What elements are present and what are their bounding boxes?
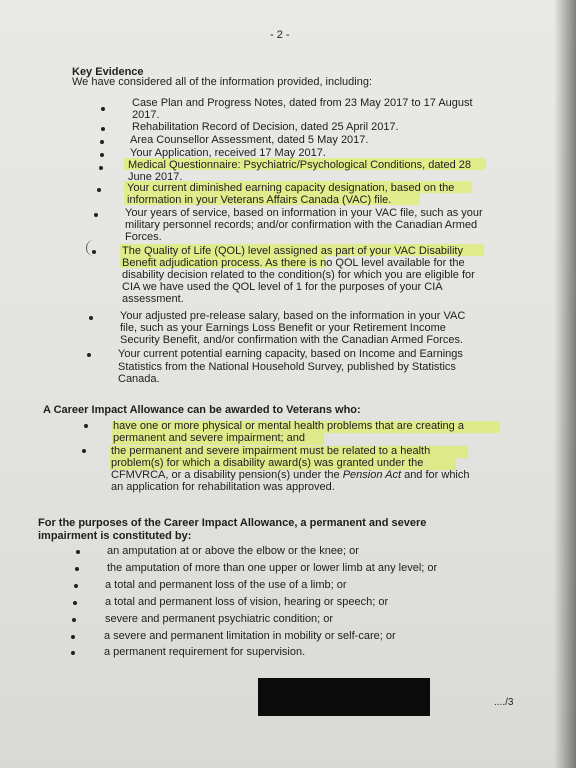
- redaction-block: [258, 678, 430, 716]
- impairment-item: severe and permanent psychiatric condition; or: [105, 613, 334, 625]
- evidence-item: Security Benefit, and/or confirmation with the Canadian Armed Forces.: [120, 334, 464, 346]
- evidence-item: Your adjusted pre-release salary, based on the information in your VAC: [120, 310, 466, 322]
- bullet: [72, 618, 76, 622]
- cia-criterion-text: and for which: [401, 469, 470, 481]
- evidence-item: Case Plan and Progress Notes, dated from 23 May 2017 to 17 August: [132, 97, 473, 109]
- evidence-item: June 2017.: [128, 171, 183, 183]
- bullet: [100, 140, 104, 144]
- bullet: [101, 127, 105, 131]
- evidence-item: The Quality of Life (QOL) level assigned as part of your VAC Disability: [122, 245, 463, 257]
- evidence-item: Rehabilitation Record of Decision, dated 25 April 2017.: [132, 121, 399, 133]
- evidence-item: Your Application, received 17 May 2017.: [130, 147, 326, 159]
- evidence-item: 2017.: [132, 109, 160, 121]
- cia-criterion: permanent and severe impairment; and: [113, 432, 305, 444]
- bullet: [92, 250, 96, 254]
- evidence-item: file, such as your Earnings Loss Benefit or your Retirement Income: [120, 322, 446, 334]
- evidence-item: CIA we have used the QOL level of 1 for the purposes of your CIA: [122, 281, 443, 293]
- page-shadow: [554, 0, 576, 768]
- cia-purposes-heading: For the purposes of the Career Impact Allowance, a permanent and severe: [38, 517, 427, 529]
- cia-criterion: have one or more physical or mental health problems that are creating a: [113, 420, 464, 432]
- bullet: [71, 635, 75, 639]
- bullet: [97, 188, 101, 192]
- impairment-item: a total and permanent loss of the use of a limb; or: [105, 579, 347, 591]
- bullet: [100, 153, 104, 157]
- pension-act-title: Pension Act: [342, 469, 402, 481]
- bullet: [71, 651, 75, 655]
- evidence-item: Your current diminished earning capacity designation, based on the: [127, 182, 455, 194]
- evidence-item: Benefit adjudication process. As there is no QOL level available for the: [122, 257, 465, 269]
- key-evidence-intro: We have considered all of the information provided, including:: [72, 76, 373, 88]
- bullet: [99, 166, 103, 170]
- cia-criterion: the permanent and severe impairment must be related to a health: [111, 445, 431, 457]
- evidence-item: Area Counsellor Assessment, dated 5 May 2017.: [130, 134, 369, 146]
- evidence-item: Canada.: [118, 373, 160, 385]
- impairment-item: the amputation of more than one upper or lower limb at any level; or: [107, 562, 438, 574]
- evidence-item: Your years of service, based on information in your VAC file, such as your: [125, 207, 483, 219]
- bullet: [73, 601, 77, 605]
- cia-purposes-heading: impairment is constituted by:: [38, 530, 192, 542]
- page-continuation: ..../3: [494, 697, 514, 708]
- evidence-item: Statistics from the National Household Survey, published by Statistics: [118, 361, 456, 373]
- page-number: - 2 -: [270, 29, 290, 41]
- bullet: [82, 449, 86, 453]
- impairment-item: a severe and permanent limitation in mobility or self-care; or: [104, 630, 396, 642]
- bullet: [75, 567, 79, 571]
- bullet: [94, 213, 98, 217]
- impairment-item: a permanent requirement for supervision.: [104, 646, 306, 658]
- evidence-item: Your current potential earning capacity, based on Income and Earnings: [118, 348, 463, 360]
- bullet: [87, 353, 91, 357]
- evidence-item: Medical Questionnaire: Psychiatric/Psychological Conditions, dated 28: [128, 159, 472, 171]
- evidence-item: disability decision related to the condition(s) for which you are eligible for: [122, 269, 475, 281]
- cia-criterion: problem(s) for which a disability award(s) was granted under the: [111, 457, 424, 469]
- evidence-item: information in your Veterans Affairs Canada (VAC) file.: [127, 194, 392, 206]
- cia-criterion: [111, 469, 470, 481]
- bullet: [84, 424, 88, 428]
- bullet: [89, 316, 93, 320]
- impairment-item: a total and permanent loss of vision, hearing or speech; or: [105, 596, 389, 608]
- bullet: [74, 584, 78, 588]
- key-evidence-heading: Key Evidence: [72, 66, 144, 78]
- bullet: [76, 550, 80, 554]
- cia-criterion: an application for rehabilitation was approved.: [111, 481, 335, 493]
- evidence-item: Forces.: [125, 231, 162, 243]
- evidence-item: military personnel records; and/or confirmation with the Canadian Armed: [125, 219, 478, 231]
- evidence-item: assessment.: [122, 293, 184, 305]
- cia-awarded-heading: A Career Impact Allowance can be awarded to Veterans who:: [43, 404, 361, 416]
- cia-criterion-text: CFMVRCA, or a disability pension(s) under the: [111, 469, 343, 481]
- impairment-item: an amputation at or above the elbow or the knee; or: [107, 545, 359, 557]
- bullet: [101, 107, 105, 111]
